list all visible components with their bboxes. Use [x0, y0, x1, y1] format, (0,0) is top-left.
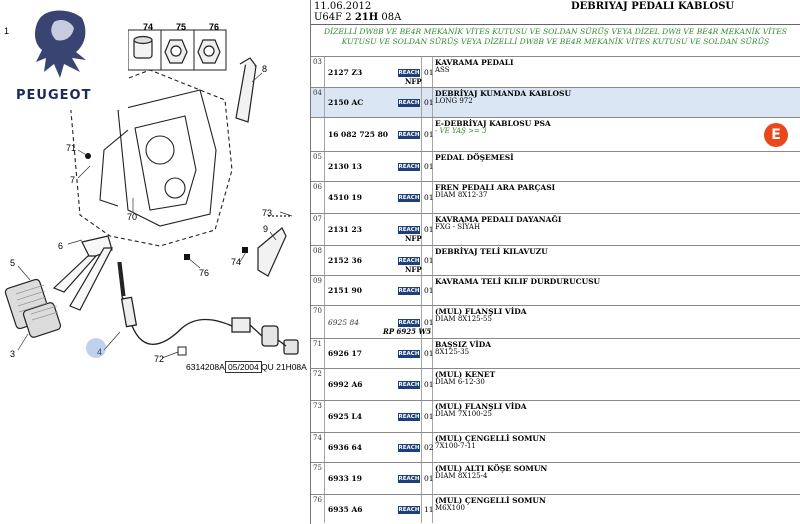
- column-divider: [421, 182, 422, 213]
- quantity: 01: [424, 98, 434, 107]
- part-detail: ASS: [435, 66, 450, 74]
- part-description: (MUL) ÇENGELLİ SOMUN: [435, 434, 546, 443]
- quantity: 01: [424, 349, 434, 358]
- part-description: BAŞSIZ VİDA: [435, 340, 492, 349]
- nfp-label: NFP: [405, 77, 422, 86]
- part-reference[interactable]: 6992 A6: [328, 380, 363, 389]
- callout-76[interactable]: 76: [199, 268, 210, 278]
- column-divider: [324, 401, 325, 432]
- part-description: DEBRİYAJ KUMANDA KABLOSU: [435, 89, 571, 98]
- part-description: E-DEBRİYAJ KABLOSU PSA: [435, 119, 551, 128]
- header-number-75: 75: [176, 22, 187, 32]
- column-divider: [324, 433, 325, 462]
- part-description: KAVRAMA PEDALI DAYANAĞI: [435, 215, 562, 224]
- code-prefix: U64F 2: [314, 12, 352, 23]
- nfp-label: NFP: [405, 265, 422, 274]
- part-reference[interactable]: 6935 A6: [328, 505, 363, 514]
- column-divider: [324, 118, 325, 151]
- position-number: 73: [313, 402, 322, 410]
- nut-drawings: [134, 37, 220, 64]
- catalog-code: [314, 12, 401, 23]
- column-divider: [324, 306, 325, 338]
- callout-74[interactable]: 74: [231, 257, 242, 267]
- quantity: 01: [424, 193, 434, 202]
- diagram-code: 6314208A: [186, 362, 225, 372]
- position-number: 03: [313, 58, 322, 66]
- position-number: 74: [313, 434, 322, 442]
- vehicle-scope-text: DİZELLİ DW8B VE BE4R MEKANİK VİTES KUTUSU VE SOLDAN SÜRÜŞ VEYA DİZEL DW8 VE BE4R MEKANİK VİTES KUTUSU VE SOLDAN SÜRÜŞ VEYA DİZELLİ DW8B VE BE4R MEKANİK VİTES KUTUSU VE SOLDAN SÜRÜŞ: [324, 27, 787, 46]
- part-reference[interactable]: 2130 13: [328, 162, 362, 171]
- position-number: 07: [313, 215, 322, 223]
- part-detail: DIAM 8X125-55: [435, 315, 492, 323]
- table-row[interactable]: [311, 338, 800, 368]
- column-divider: [324, 463, 325, 494]
- part-reference[interactable]: 2150 AC: [328, 98, 364, 107]
- part-reference[interactable]: 16 082 725 80: [328, 130, 389, 139]
- column-divider: [421, 339, 422, 368]
- table-row[interactable]: [311, 56, 800, 87]
- part-reference[interactable]: 6925 L4: [328, 412, 362, 421]
- part-description: KAVRAMA PEDALI: [435, 58, 514, 67]
- quantity: 01: [424, 225, 434, 234]
- part-description: (MUL) FLANŞLI VİDA: [435, 402, 527, 411]
- part-detail: M6X100: [435, 504, 465, 512]
- header-divider: [311, 24, 800, 25]
- part-description: KAVRAMA TELİ KILIF DURDURUCUSU: [435, 277, 601, 286]
- table-row[interactable]: [311, 400, 800, 432]
- reach-badge: REACH: [398, 288, 420, 294]
- table-row[interactable]: [311, 245, 800, 275]
- callout-leaders: [18, 73, 292, 358]
- table-row[interactable]: [311, 181, 800, 213]
- reach-badge: REACH: [398, 414, 420, 420]
- callout-1[interactable]: 1: [4, 26, 10, 36]
- column-divider: [324, 152, 325, 181]
- column-divider: [324, 339, 325, 368]
- part-description: (MUL) FLANŞLI VİDA: [435, 307, 527, 316]
- reach-badge: REACH: [398, 70, 420, 76]
- table-row[interactable]: [311, 117, 800, 151]
- exploded-diagram[interactable]: [0, 0, 310, 524]
- reach-badge: REACH: [398, 320, 420, 326]
- part-reference[interactable]: 6933 19: [328, 474, 362, 483]
- diagram-date: 05/2004: [225, 361, 262, 373]
- pedal-pads-drawing: [4, 278, 61, 338]
- part-detail: DIAM 8X12-37: [435, 191, 488, 199]
- print-date: 11.06.2012: [314, 1, 372, 12]
- column-divider: [324, 246, 325, 275]
- column-divider: [324, 88, 325, 117]
- parts-table: [311, 56, 800, 523]
- column-divider: [421, 152, 422, 181]
- callout-71[interactable]: 71: [66, 143, 77, 153]
- quantity: 01: [424, 412, 434, 421]
- lion-icon: [0, 0, 128, 90]
- code-suffix: 08A: [381, 12, 402, 23]
- nfp-label: NFP: [405, 234, 422, 243]
- part-description: (MUL) ALTI KÖŞE SOMUN: [435, 464, 548, 473]
- code-group: 21H: [354, 12, 379, 23]
- column-divider: [421, 88, 422, 117]
- callout-72[interactable]: 72: [154, 354, 165, 364]
- part-reference[interactable]: 2131 23: [328, 225, 362, 234]
- column-divider: [324, 214, 325, 245]
- position-number: 05: [313, 153, 322, 161]
- quantity: 11: [424, 505, 434, 514]
- header-number-74: 74: [143, 22, 154, 32]
- callout-73[interactable]: 73: [262, 208, 273, 218]
- column-divider: [421, 276, 422, 305]
- column-divider: [324, 495, 325, 523]
- position-number: 04: [313, 89, 322, 97]
- position-number: 72: [313, 370, 322, 378]
- column-divider: [324, 182, 325, 213]
- column-divider: [324, 276, 325, 305]
- part-detail: DIAM 7X100-25: [435, 410, 492, 418]
- part-detail: - VE YAŞ >= 3: [435, 127, 487, 135]
- part-detail: LONG 972: [435, 97, 473, 105]
- part-reference[interactable]: 4510 19: [328, 193, 362, 202]
- position-number: 06: [313, 183, 322, 191]
- position-number: 70: [313, 307, 322, 315]
- table-row[interactable]: [311, 213, 800, 245]
- part-reference[interactable]: 2127 Z3: [328, 68, 363, 77]
- diagram-ref: QU 21H08A: [261, 362, 307, 372]
- table-row[interactable]: [311, 305, 800, 338]
- reach-badge: REACH: [398, 476, 420, 482]
- table-row[interactable]: [311, 368, 800, 400]
- table-row[interactable]: [311, 151, 800, 181]
- part-description: PEDAL DÖŞEMESİ: [435, 153, 514, 162]
- reach-badge: REACH: [398, 100, 420, 106]
- quantity: 01: [424, 162, 434, 171]
- cable-guide-drawing: [236, 58, 256, 122]
- callout-5[interactable]: 5: [10, 258, 16, 268]
- quantity: 01: [424, 130, 434, 139]
- quantity: 01: [424, 474, 434, 483]
- part-description: (MUL) KENET: [435, 370, 496, 379]
- part-detail: FXG - SİYAH: [435, 223, 481, 231]
- quantity: 01: [424, 380, 434, 389]
- table-row[interactable]: [311, 275, 800, 305]
- position-number: 08: [313, 247, 322, 255]
- part-reference[interactable]: 2152 36: [328, 256, 362, 265]
- reach-badge: REACH: [398, 351, 420, 357]
- quantity: 01: [424, 318, 434, 327]
- column-divider: [421, 433, 422, 462]
- column-divider: [421, 495, 422, 523]
- quantity: 01: [424, 286, 434, 295]
- e-icon[interactable]: E: [764, 123, 788, 147]
- reach-badge: REACH: [398, 227, 420, 233]
- quantity: 02: [424, 443, 434, 452]
- position-number: 76: [313, 496, 322, 504]
- callout-7[interactable]: 7: [70, 175, 76, 185]
- part-reference[interactable]: 6925 84: [328, 318, 360, 327]
- part-reference[interactable]: 6936 64: [328, 443, 362, 452]
- part-detail: 8X125-35: [435, 348, 470, 356]
- reach-badge: REACH: [398, 195, 420, 201]
- clamp-marker: [178, 347, 186, 355]
- position-number: 09: [313, 277, 322, 285]
- reach-badge: REACH: [398, 382, 420, 388]
- parts-list-panel: [311, 0, 800, 524]
- callout-6[interactable]: 6: [58, 241, 64, 251]
- callout-4[interactable]: 4: [97, 347, 103, 357]
- part-detail: DIAM 8X125-4: [435, 472, 488, 480]
- column-divider: [421, 118, 422, 151]
- header-number-76: 76: [209, 22, 220, 32]
- column-divider: [421, 463, 422, 494]
- table-row[interactable]: [311, 462, 800, 494]
- column-divider: [421, 369, 422, 400]
- table-row[interactable]: [311, 87, 800, 117]
- table-row[interactable]: [311, 432, 800, 462]
- quantity: 01: [424, 256, 434, 265]
- reach-badge: REACH: [398, 445, 420, 451]
- part-description: FREN PEDALI ARA PARÇASI: [435, 183, 556, 192]
- part-reference[interactable]: 6926 17: [328, 349, 362, 358]
- callout-3[interactable]: 3: [10, 349, 16, 359]
- replacement-reference: RP 6925 W5: [383, 327, 432, 336]
- reach-badge: REACH: [398, 258, 420, 264]
- callout-8[interactable]: 8: [262, 64, 268, 74]
- brand-logo: [0, 0, 128, 110]
- column-divider: [421, 401, 422, 432]
- callout-9[interactable]: 9: [263, 224, 269, 234]
- table-row[interactable]: [311, 494, 800, 523]
- callout-70[interactable]: 70: [127, 212, 138, 222]
- brand-name: PEUGEOT: [16, 88, 92, 103]
- quantity: 01: [424, 68, 434, 77]
- part-reference[interactable]: 2151 90: [328, 286, 362, 295]
- reach-badge: REACH: [398, 132, 420, 138]
- part-detail: DIAM 6-12-30: [435, 378, 485, 386]
- position-number: 71: [313, 340, 322, 348]
- part-description: (MUL) ÇENGELLİ SOMUN: [435, 496, 546, 505]
- position-number: 75: [313, 464, 322, 472]
- column-divider: [324, 369, 325, 400]
- part-description: DEBRİYAJ TELİ KILAVUZU: [435, 247, 548, 256]
- part-detail: 7X100-7-11: [435, 442, 476, 450]
- column-divider: [324, 57, 325, 87]
- reach-badge: REACH: [398, 164, 420, 170]
- pointer-highlight: [86, 338, 106, 358]
- page-title: DEBRIYAJ PEDALI KABLOSU: [571, 1, 735, 12]
- reach-badge: REACH: [398, 507, 420, 513]
